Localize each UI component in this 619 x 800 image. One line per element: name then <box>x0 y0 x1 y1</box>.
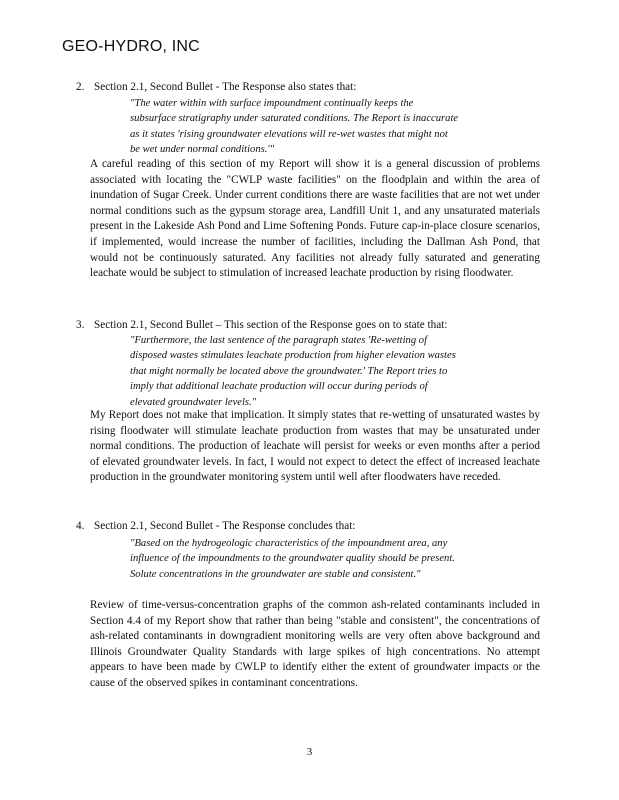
response-paragraph: A careful reading of this section of my Report will show it is a general discussion of problems associated with locating the "CWLP waste facilities" on the floodplain and within the area of inundation of Sugar Creek. Under current conditions there are waste facilities that are not wet under normal conditions such as the gypsum storage area, Landfill Unit 1, and any unsaturated materials present in the Lakeside Ash Pond and Lime Softening Ponds. Future cap-in-place closure scenarios, if implemented, would increase the number of facilities, including the Dallman Ash Pond, that would not be continuously saturated. Any facilities not already fully saturated and generating leachate would be subject to stimulation of increased leachate production by rising floodwater. <box>90 158 540 280</box>
item-heading-text: Section 2.1, Second Bullet - The Response concludes that: <box>94 520 356 532</box>
item-number: 2. <box>76 81 85 93</box>
item-heading <box>76 80 356 96</box>
item-number: 4. <box>76 520 85 532</box>
item-heading <box>76 318 447 334</box>
item-heading-text: Section 2.1, Second Bullet – This section of the Response goes on to state that: <box>94 319 448 331</box>
quoted-response: "The water within with surface impoundment continually keeps the subsurface stratigraphy under saturated conditions. The Report is inaccurate as it states 'rising groundwater elevations will re-wet wastes that might not be wet under normal conditions.'" <box>130 98 459 156</box>
quoted-response: "Based on the hydrogeologic characteristics of the impoundment area, any influence of the impoundments to the groundwater quality should be present. Solute concentrations in the groundwater are stable and consistent." <box>130 538 455 580</box>
item-heading-text: Section 2.1, Second Bullet - The Response also states that: <box>94 81 357 93</box>
quoted-response: "Furthermore, the last sentence of the paragraph states 'Re-wetting of disposed wastes stimulates leachate production from higher elevation wastes that might normally be located above the groundwater.' The Report tries to imply that additional leachate production will occur during periods of elevated groundwater levels." <box>130 335 456 408</box>
response-paragraph: My Report does not make that implication. It simply states that re-wetting of unsaturated wastes by rising floodwater will stimulate leachate production from wastes that may be unsaturated under normal conditions. The production of leachate will persist for weeks or even months after a period of elevated groundwater levels. In fact, I would not expect to detect the effect of increased leachate production in the groundwater monitoring system until well after floodwaters have receded. <box>90 409 540 484</box>
page-number: 3 <box>306 746 313 758</box>
item-heading <box>76 519 355 535</box>
item-number: 3. <box>76 319 85 331</box>
response-paragraph: Review of time-versus-concentration graphs of the common ash-related contaminants included in Section 4.4 of my Report show that rather than being "stable and consistent", the concentrations of ash-related contaminants in downgradient monitoring wells are very often above background and Illinois Groundwater Quality Standards with large spikes of high concentrations. No attempt appears to have been made by CWLP to identify either the extent of groundwater impacts or the cause of the observed spikes in contaminant concentrations. <box>90 599 540 689</box>
company-header: GEO-HYDRO, INC <box>62 38 200 55</box>
